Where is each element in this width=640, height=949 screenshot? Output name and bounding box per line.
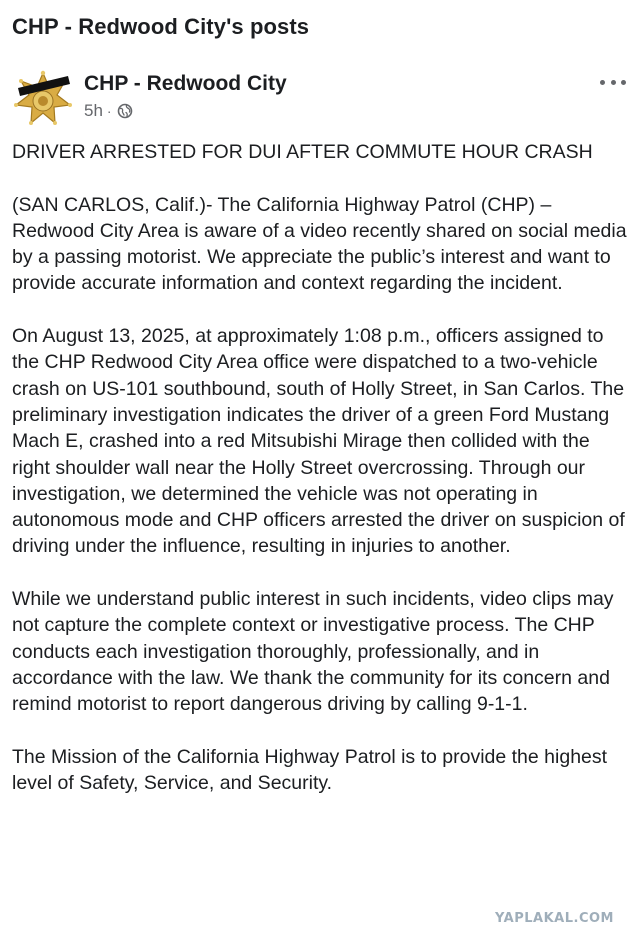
post-headline: DRIVER ARRESTED FOR DUI AFTER COMMUTE HOUR CRASH — [12, 141, 593, 163]
page-title: CHP - Redwood City's posts — [12, 14, 310, 39]
post-meta — [84, 101, 133, 121]
post-time[interactable]: 5h — [84, 101, 103, 120]
more-horizontal-icon — [600, 80, 605, 85]
avatar[interactable] — [12, 66, 74, 128]
post-paragraph: On August 13, 2025, at approximately 1:08 p.m., officers assigned to the CHP Redwood City Area office were dispatched to a two-vehicle crash on US-101 southbound, south of Holly Street, in San Carlos. The preliminary investigation indicates the driver of a green Ford Mustang Mach E, crashed into a red Mitsubishi Mirage then collided with the right shoulder wall near the Holly Street overcrossing. Through our investigation, we determined the vehicle was not operating in autonomous mode and CHP officers arrested the driver on suspicion of driving under the influence, resulting in injuries to another. — [12, 325, 625, 558]
post-paragraph: (SAN CARLOS, Calif.)- The California Highway Patrol (CHP) – Redwood City Area is aware of a video recently shared on social media by a passing motorist. We appreciate the public’s interest and want to provide accurate information and context regarding the incident. — [12, 193, 627, 295]
post-header — [12, 66, 628, 130]
more-options-button[interactable] — [600, 74, 626, 90]
globe-icon — [117, 103, 133, 119]
meta-separator: · — [106, 103, 112, 119]
watermark: YAPLAKAL.COM — [495, 911, 614, 926]
post-paragraph: While we understand public interest in such incidents, video clips may not capture the complete context or investigative process. The CHP conducts each investigation thoroughly, professionally, and in accordance with the law. We thank the community for its concern and remind motorist to report dangerous driving by calling 9-1-1. — [12, 588, 614, 716]
post-paragraph: The Mission of the California Highway Patrol is to provide the highest level of Safety, Service, and Security. — [12, 745, 608, 795]
chp-badge-icon — [12, 66, 74, 128]
author-name[interactable]: CHP - Redwood City — [84, 72, 287, 95]
post-text — [12, 139, 632, 796]
